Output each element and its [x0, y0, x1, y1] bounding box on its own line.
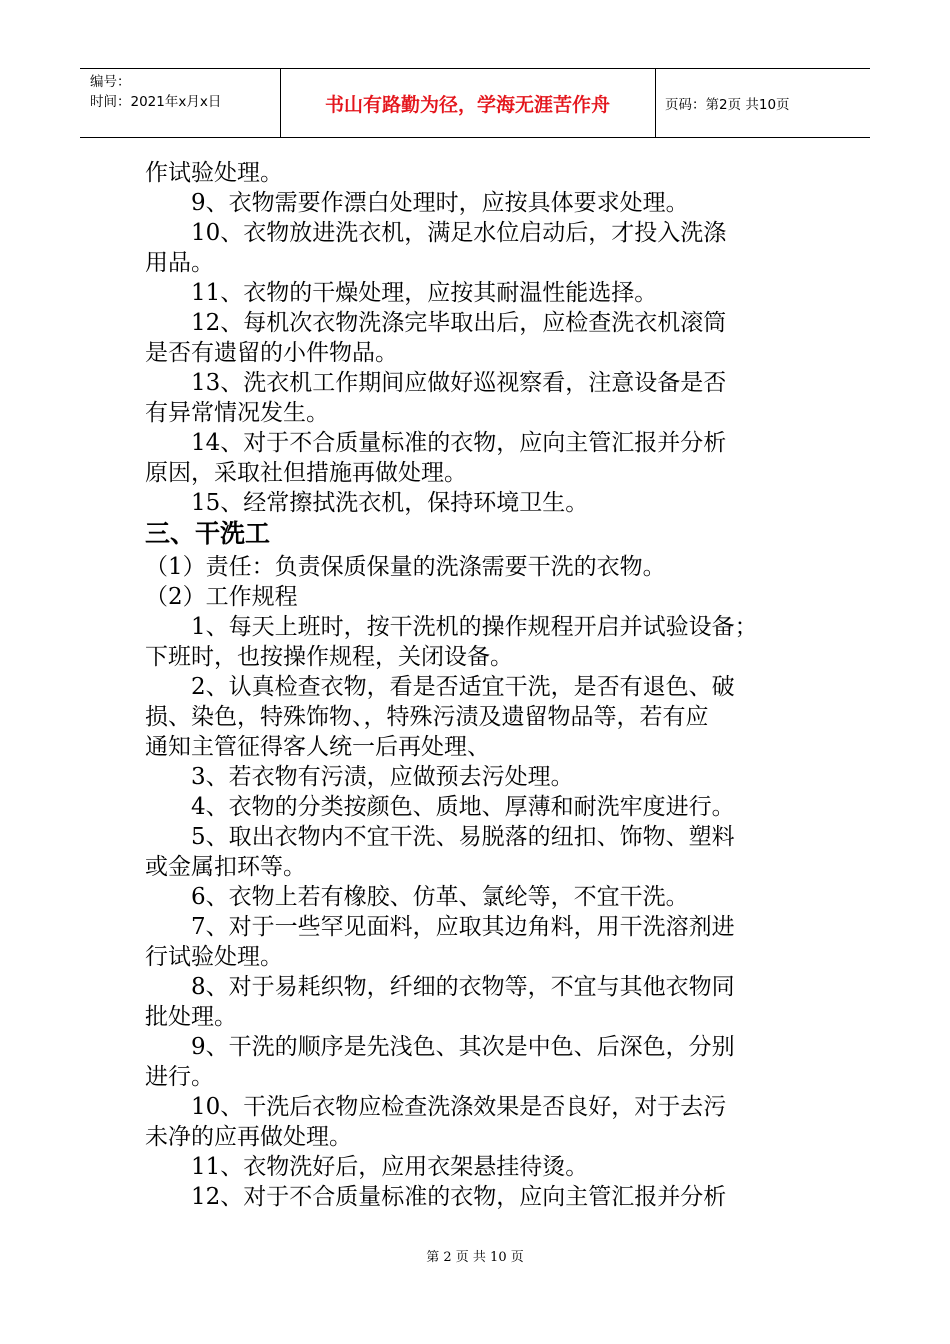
- text-line: 5、取出衣物内不宜干洗、易脱落的纽扣、饰物、塑料: [191, 824, 735, 850]
- text-line: 10、衣物放进洗衣机，满足水位启动后，才投入洗涤: [191, 220, 727, 246]
- document-date: 时间：2021年x月x日: [90, 94, 222, 110]
- page-header: [80, 68, 870, 138]
- text-line: （1）责任：负责保质保量的洗涤需要干洗的衣物。: [145, 554, 666, 580]
- text-line: 用品。: [145, 250, 214, 276]
- text-line: 原因，采取社但措施再做处理。: [145, 460, 467, 486]
- header-page-info: 页码：第2页 共10页: [665, 97, 790, 113]
- text-line: 作试验处理。: [145, 160, 283, 186]
- text-line: 13、洗衣机工作期间应做好巡视察看，注意设备是否: [191, 370, 727, 396]
- text-line: （2）工作规程: [145, 584, 298, 610]
- text-line: 有异常情况发生。: [145, 400, 329, 426]
- page-footer: 第 2 页 共 10 页: [426, 1250, 524, 1265]
- text-line: 12、每机次衣物洗涤完毕取出后，应检查洗衣机滚筒: [191, 310, 727, 336]
- text-line: 2、认真检查衣物，看是否适宜干洗，是否有退色、破: [191, 674, 735, 700]
- text-line: 11、衣物洗好后，应用衣架悬挂待烫。: [191, 1154, 589, 1180]
- text-line: 批处理。: [145, 1004, 237, 1030]
- text-line: 12、对于不合质量标准的衣物，应向主管汇报并分析: [191, 1184, 727, 1210]
- section-heading: 三、干洗工: [145, 519, 271, 548]
- header-motto: 书山有路勤为径，学海无涯苦作舟: [280, 69, 656, 137]
- text-line: 是否有遗留的小件物品。: [145, 340, 398, 366]
- text-line: 9、衣物需要作漂白处理时，应按具体要求处理。: [191, 190, 689, 216]
- text-line: 通知主管征得客人统一后再处理、: [145, 734, 490, 760]
- text-line: 下班时，也按操作规程，关闭设备。: [145, 644, 513, 670]
- text-line: 未净的应再做处理。: [145, 1124, 352, 1150]
- text-line: 1、每天上班时，按干洗机的操作规程开启并试验设备；: [191, 614, 758, 640]
- text-line: 损、染色，特殊饰物、，特殊污渍及遗留物品等，若有应: [145, 704, 709, 730]
- text-line: 8、对于易耗织物，纤细的衣物等，不宜与其他衣物同: [191, 974, 735, 1000]
- header-info-cell: [80, 69, 281, 137]
- text-line: 4、衣物的分类按颜色、质地、厚薄和耐洗牢度进行。: [191, 794, 735, 820]
- text-line: 或金属扣环等。: [145, 854, 306, 880]
- text-line: 行试验处理。: [145, 944, 283, 970]
- text-line: 15、经常擦拭洗衣机，保持环境卫生。: [191, 490, 589, 516]
- text-line: 9、干洗的顺序是先浅色、其次是中色、后深色，分别: [191, 1034, 735, 1060]
- text-line: 3、若衣物有污渍，应做预去污处理。: [191, 764, 574, 790]
- document-number: 编号：: [90, 74, 131, 90]
- text-line: 7、对于一些罕见面料，应取其边角料，用干洗溶剂进: [191, 914, 735, 940]
- text-line: 6、衣物上若有橡胶、仿革、氯纶等，不宜干洗。: [191, 884, 689, 910]
- text-line: 14、对于不合质量标准的衣物，应向主管汇报并分析: [191, 430, 727, 456]
- text-line: 进行。: [145, 1064, 214, 1090]
- text-line: 10、干洗后衣物应检查洗涤效果是否良好，对于去污: [191, 1094, 727, 1120]
- text-line: 11、衣物的干燥处理，应按其耐温性能选择。: [191, 280, 658, 306]
